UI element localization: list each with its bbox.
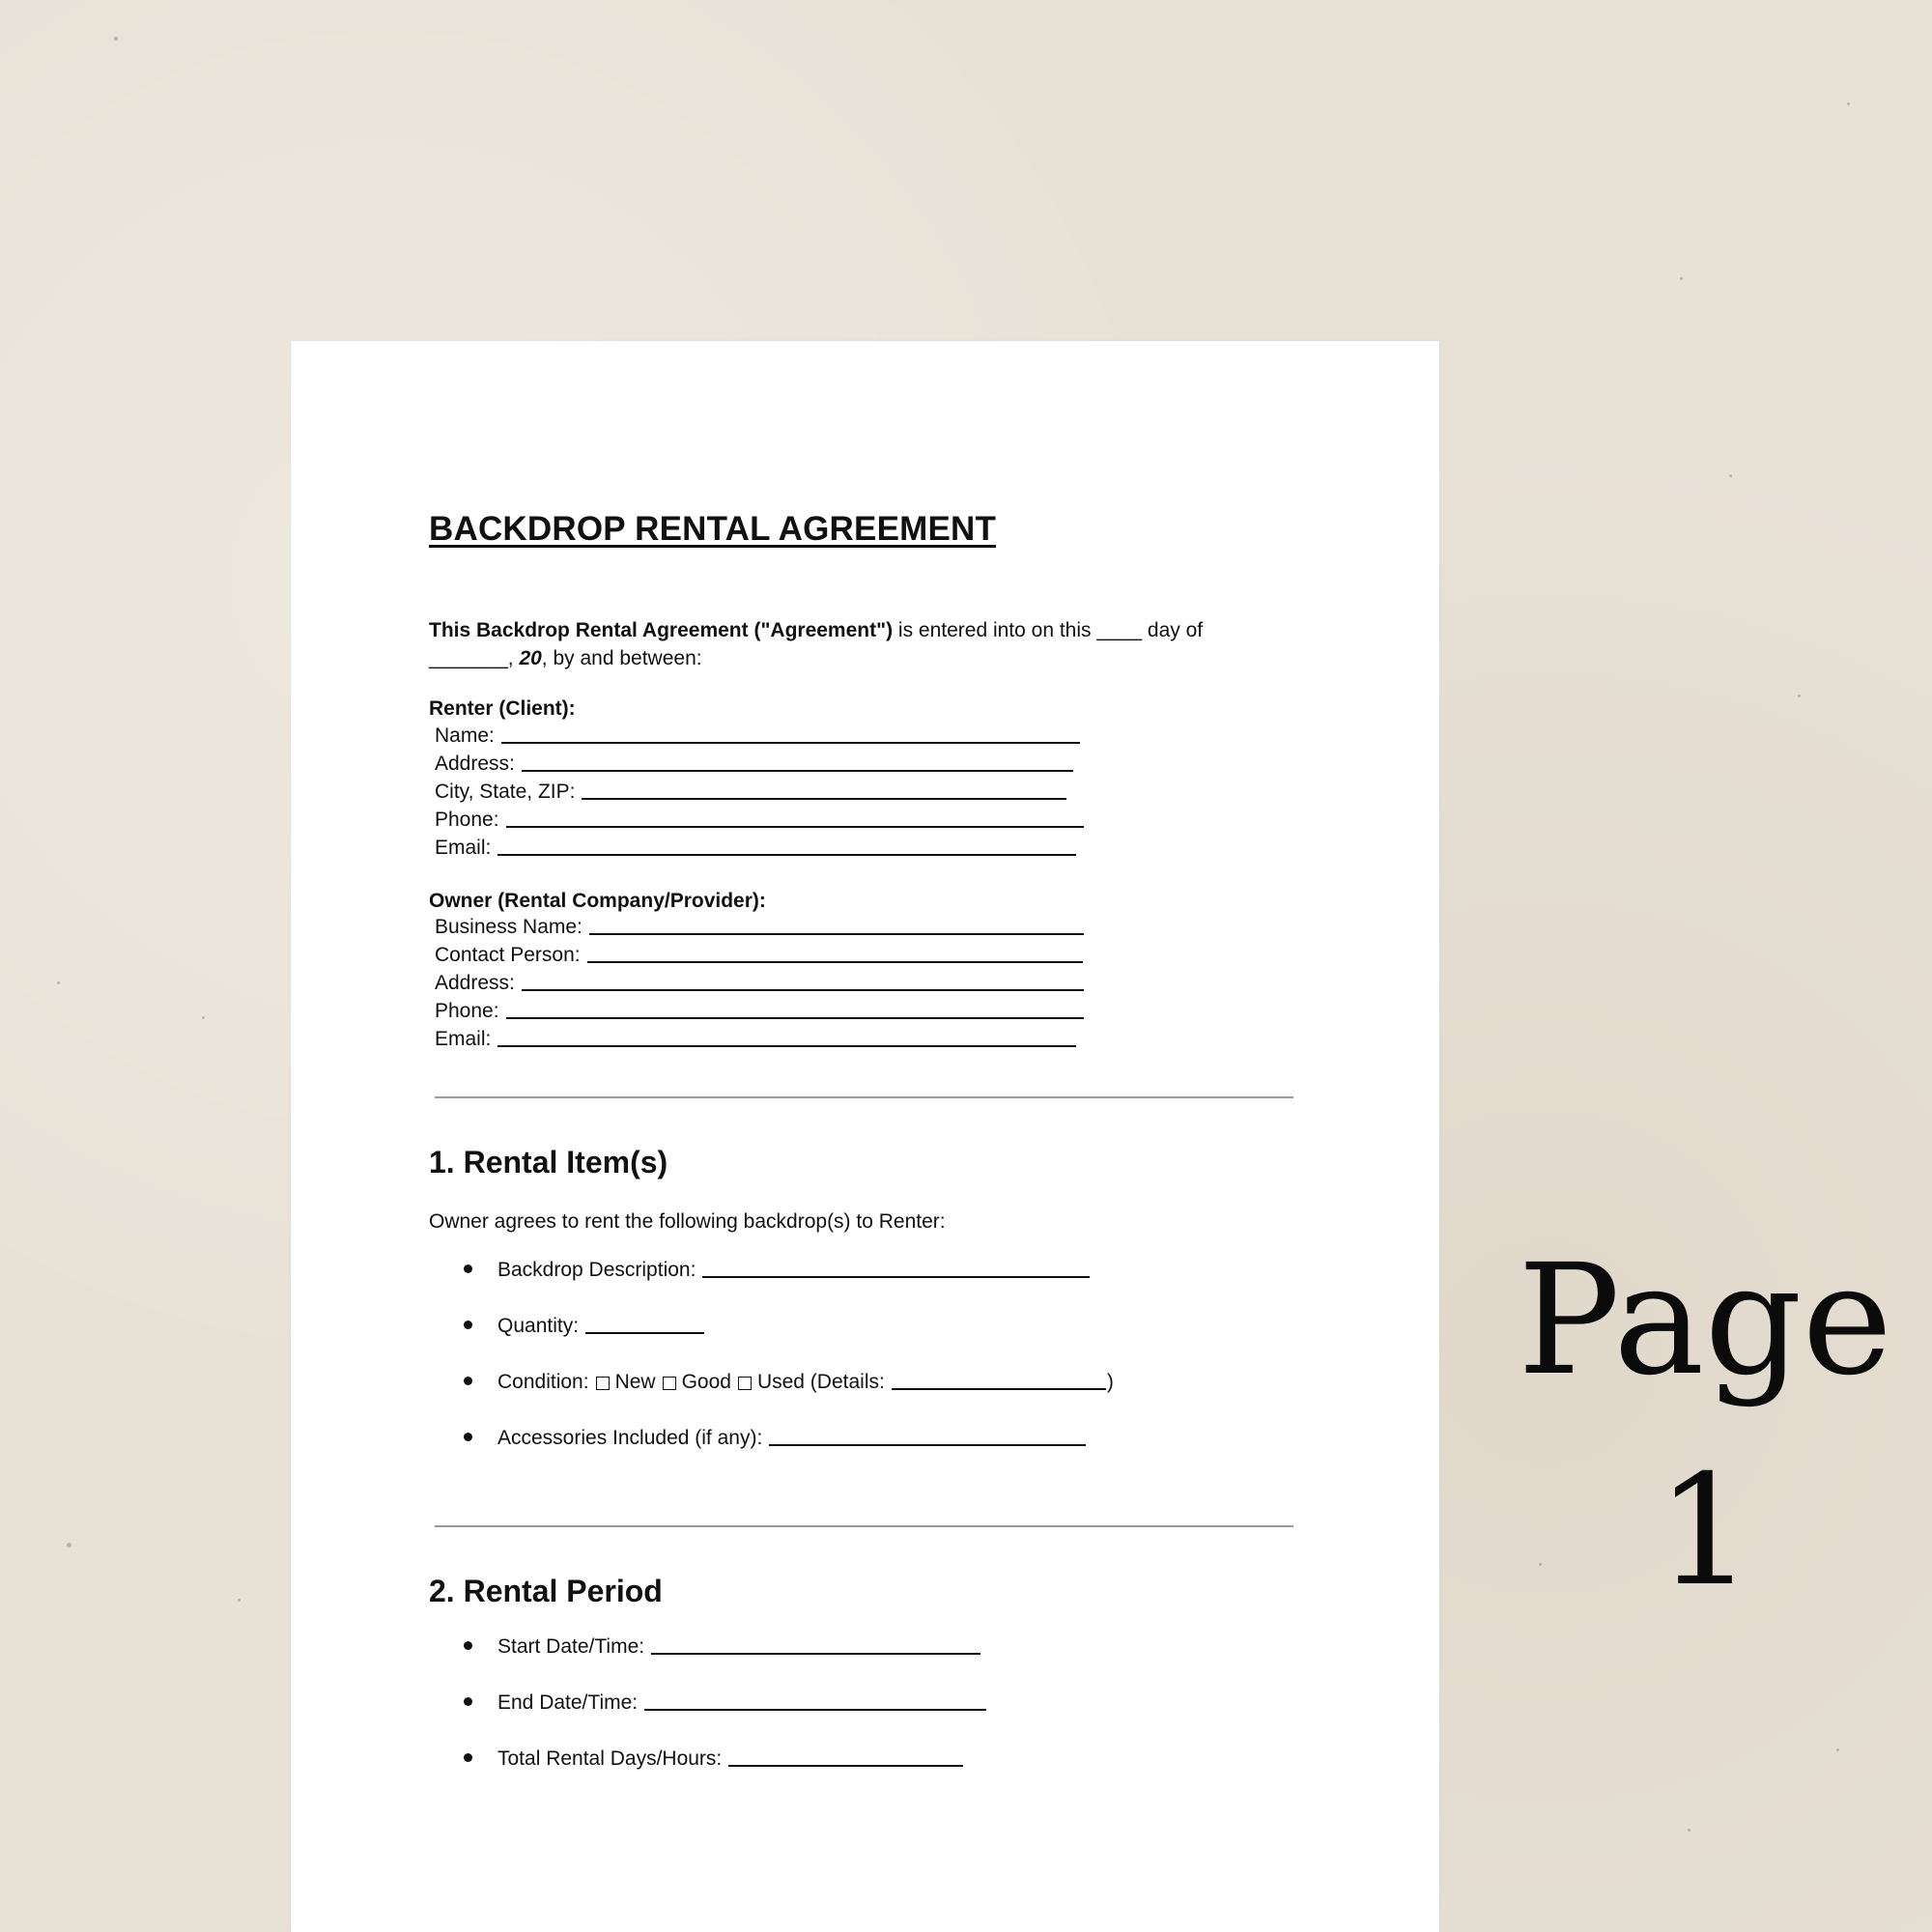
field-label: Phone: bbox=[435, 1000, 499, 1022]
condition-new-checkbox[interactable] bbox=[596, 1377, 610, 1390]
accessories-item[interactable] bbox=[464, 1421, 1086, 1450]
fill-line[interactable] bbox=[582, 779, 1066, 800]
renter-address-field[interactable] bbox=[435, 748, 1073, 776]
condition-used-checkbox[interactable] bbox=[738, 1377, 752, 1390]
fill-line[interactable] bbox=[651, 1634, 980, 1655]
bullet-icon bbox=[464, 1264, 472, 1273]
document-page bbox=[291, 341, 1439, 1932]
owner-heading: Owner (Rental Company/Provider): bbox=[429, 890, 766, 912]
fill-line[interactable] bbox=[702, 1257, 1090, 1278]
renter-name-field[interactable] bbox=[435, 720, 1080, 748]
item-label: Backdrop Description: bbox=[497, 1259, 696, 1281]
start-date-item[interactable] bbox=[464, 1630, 980, 1659]
fill-line[interactable] bbox=[522, 751, 1073, 772]
fill-line[interactable] bbox=[589, 914, 1084, 935]
intro-text-2: , by and between: bbox=[541, 647, 702, 669]
bullet-icon bbox=[464, 1641, 472, 1650]
renter-heading: Renter (Client): bbox=[429, 697, 576, 720]
section-2-heading: 2. Rental Period bbox=[429, 1574, 663, 1608]
field-label: Business Name: bbox=[435, 916, 582, 938]
section-1-heading: 1. Rental Item(s) bbox=[429, 1145, 668, 1179]
owner-contact-person-field[interactable] bbox=[435, 939, 1083, 967]
field-label: Address: bbox=[435, 972, 515, 994]
owner-address-field[interactable] bbox=[435, 967, 1084, 995]
field-label: Email: bbox=[435, 837, 492, 859]
quantity-item[interactable] bbox=[464, 1309, 704, 1338]
fill-line[interactable] bbox=[506, 807, 1084, 828]
bullet-icon bbox=[464, 1377, 472, 1385]
section-divider bbox=[435, 1525, 1293, 1527]
field-label: Phone: bbox=[435, 809, 499, 831]
document-title: BACKDROP RENTAL AGREEMENT bbox=[429, 510, 997, 548]
fill-line[interactable] bbox=[892, 1369, 1106, 1390]
fill-line[interactable] bbox=[522, 970, 1084, 991]
condition-item bbox=[464, 1365, 1114, 1394]
intro-month-blank: _______, bbox=[429, 647, 520, 669]
item-label: Start Date/Time: bbox=[497, 1635, 645, 1658]
condition-new-label: New bbox=[614, 1371, 656, 1393]
field-label: Contact Person: bbox=[435, 944, 581, 966]
condition-good-checkbox[interactable] bbox=[663, 1377, 676, 1390]
renter-email-field[interactable] bbox=[435, 832, 1076, 860]
fill-line[interactable] bbox=[644, 1690, 986, 1711]
owner-email-field[interactable] bbox=[435, 1023, 1076, 1051]
bullet-icon bbox=[464, 1753, 472, 1762]
backdrop-description-item[interactable] bbox=[464, 1253, 1090, 1282]
fill-line[interactable] bbox=[497, 835, 1076, 856]
bullet-icon bbox=[464, 1697, 472, 1706]
fill-line[interactable] bbox=[769, 1425, 1086, 1446]
fill-line[interactable] bbox=[506, 998, 1084, 1019]
closing-paren: ) bbox=[1106, 1371, 1114, 1393]
fill-line[interactable] bbox=[497, 1026, 1076, 1047]
fill-line[interactable] bbox=[585, 1313, 704, 1334]
page-label bbox=[1483, 1215, 1927, 1636]
renter-phone-field[interactable] bbox=[435, 804, 1084, 832]
item-label: Total Rental Days/Hours: bbox=[497, 1747, 723, 1770]
total-rental-item[interactable] bbox=[464, 1742, 963, 1771]
item-label: Accessories Included (if any): bbox=[497, 1427, 763, 1449]
end-date-item[interactable] bbox=[464, 1686, 986, 1715]
page-word: Page bbox=[1517, 1232, 1893, 1409]
condition-good-label: Good bbox=[681, 1371, 731, 1393]
fill-line[interactable] bbox=[501, 723, 1080, 744]
fill-line[interactable] bbox=[728, 1746, 963, 1767]
item-label: End Date/Time: bbox=[497, 1691, 639, 1714]
intro-year: 20 bbox=[519, 647, 542, 669]
condition-used-label: Used (Details: bbox=[756, 1371, 885, 1393]
item-label: Condition: bbox=[497, 1371, 589, 1393]
bullet-icon bbox=[464, 1321, 472, 1329]
bullet-icon bbox=[464, 1433, 472, 1441]
intro-bold-text: This Backdrop Rental Agreement ("Agreement") bbox=[429, 619, 894, 641]
page-number: 1 bbox=[1656, 1442, 1754, 1620]
field-label: Email: bbox=[435, 1028, 492, 1050]
owner-phone-field[interactable] bbox=[435, 995, 1084, 1023]
owner-business-name-field[interactable] bbox=[435, 911, 1084, 939]
intro-paragraph bbox=[429, 616, 1298, 672]
renter-city-state-zip-field[interactable] bbox=[435, 776, 1066, 804]
section-divider bbox=[435, 1096, 1293, 1098]
field-label: City, State, ZIP: bbox=[435, 781, 576, 803]
fill-line[interactable] bbox=[587, 942, 1083, 963]
intro-text: is entered into on this ____ day of bbox=[893, 619, 1204, 641]
field-label: Address: bbox=[435, 753, 515, 775]
item-label: Quantity: bbox=[497, 1315, 580, 1337]
field-label: Name: bbox=[435, 724, 495, 747]
section-1-intro: Owner agrees to rent the following backdrop(s) to Renter: bbox=[429, 1210, 946, 1233]
